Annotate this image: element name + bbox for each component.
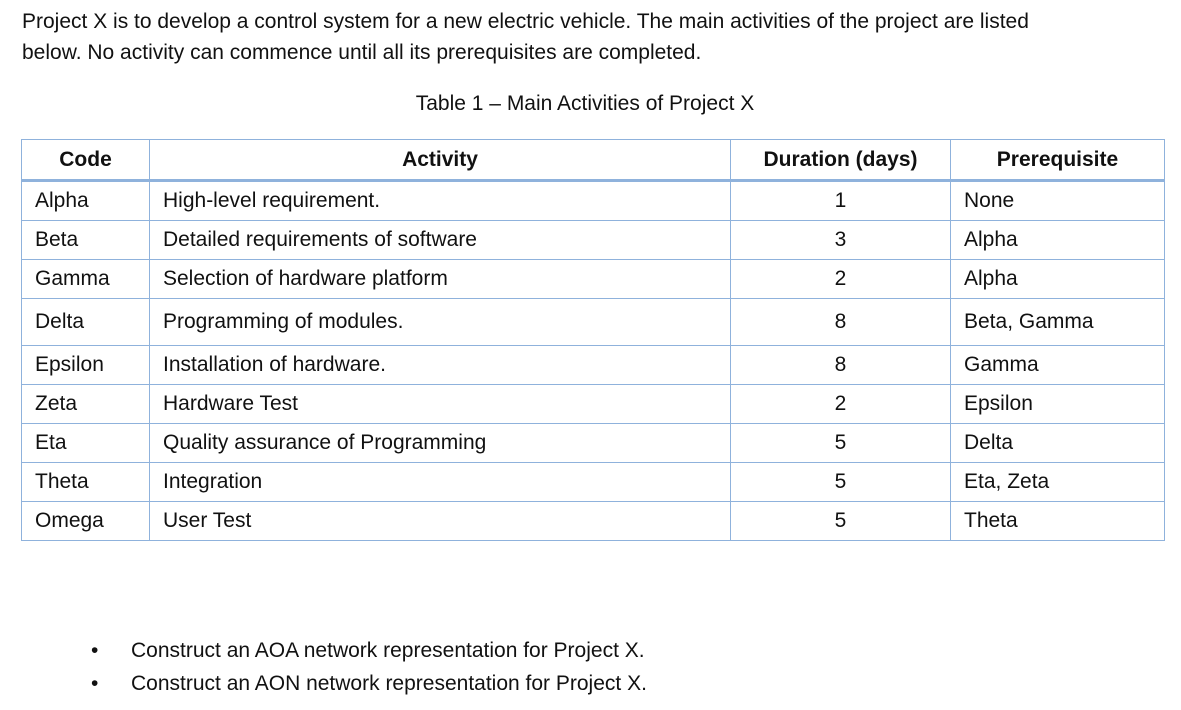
- cell-code: Epsilon: [22, 346, 150, 385]
- cell-duration: 8: [731, 346, 951, 385]
- cell-activity: Programming of modules.: [150, 299, 731, 346]
- cell-prerequisite: None: [951, 181, 1165, 221]
- cell-activity: Integration: [150, 463, 731, 502]
- cell-duration: 8: [731, 299, 951, 346]
- header-code: Code: [22, 140, 150, 181]
- header-prerequisite: Prerequisite: [951, 140, 1165, 181]
- cell-code: Zeta: [22, 385, 150, 424]
- cell-code: Omega: [22, 502, 150, 541]
- header-activity: Activity: [150, 140, 731, 181]
- cell-prerequisite: Epsilon: [951, 385, 1165, 424]
- cell-code: Alpha: [22, 181, 150, 221]
- table-row: [22, 346, 1165, 385]
- intro-line-1: Project X is to develop a control system for a new electric vehicle. The main activities of the project are listed: [22, 10, 1029, 33]
- cell-duration: 5: [731, 502, 951, 541]
- cell-prerequisite: Alpha: [951, 260, 1165, 299]
- cell-activity: Detailed requirements of software: [150, 221, 731, 260]
- table-row: [22, 463, 1165, 502]
- task-item: [90, 667, 647, 700]
- cell-prerequisite: Alpha: [951, 221, 1165, 260]
- cell-activity: User Test: [150, 502, 731, 541]
- cell-duration: 1: [731, 181, 951, 221]
- cell-duration: 2: [731, 385, 951, 424]
- intro-paragraph: [22, 6, 1162, 68]
- cell-duration: 3: [731, 221, 951, 260]
- cell-code: Theta: [22, 463, 150, 502]
- task-text: Construct an AOA network representation for Project X.: [131, 639, 645, 662]
- cell-activity: Selection of hardware platform: [150, 260, 731, 299]
- table-caption: Table 1 – Main Activities of Project X: [415, 92, 755, 115]
- cell-code: Eta: [22, 424, 150, 463]
- table-row: [22, 385, 1165, 424]
- cell-prerequisite: Eta, Zeta: [951, 463, 1165, 502]
- cell-code: Delta: [22, 299, 150, 346]
- table-row: [22, 181, 1165, 221]
- cell-activity: Hardware Test: [150, 385, 731, 424]
- table-row: [22, 260, 1165, 299]
- header-duration: Duration (days): [731, 140, 951, 181]
- table-row: [22, 221, 1165, 260]
- bullet-icon: •: [91, 672, 99, 695]
- intro-line-2: below. No activity can commence until all its prerequisites are completed.: [22, 41, 702, 64]
- cell-duration: 2: [731, 260, 951, 299]
- task-item: [90, 634, 647, 667]
- cell-code: Beta: [22, 221, 150, 260]
- cell-activity: High-level requirement.: [150, 181, 731, 221]
- task-list: [90, 634, 647, 700]
- table-row: [22, 502, 1165, 541]
- bullet-icon: •: [91, 639, 99, 662]
- cell-activity: Installation of hardware.: [150, 346, 731, 385]
- table-row: [22, 424, 1165, 463]
- table-row: [22, 299, 1165, 346]
- activities-table: [21, 139, 1165, 541]
- cell-duration: 5: [731, 424, 951, 463]
- cell-prerequisite: Delta: [951, 424, 1165, 463]
- cell-prerequisite: Beta, Gamma: [951, 299, 1165, 346]
- task-text: Construct an AON network representation for Project X.: [131, 672, 647, 695]
- cell-prerequisite: Gamma: [951, 346, 1165, 385]
- cell-code: Gamma: [22, 260, 150, 299]
- cell-prerequisite: Theta: [951, 502, 1165, 541]
- table-header-row: [22, 140, 1165, 181]
- cell-activity: Quality assurance of Programming: [150, 424, 731, 463]
- cell-duration: 5: [731, 463, 951, 502]
